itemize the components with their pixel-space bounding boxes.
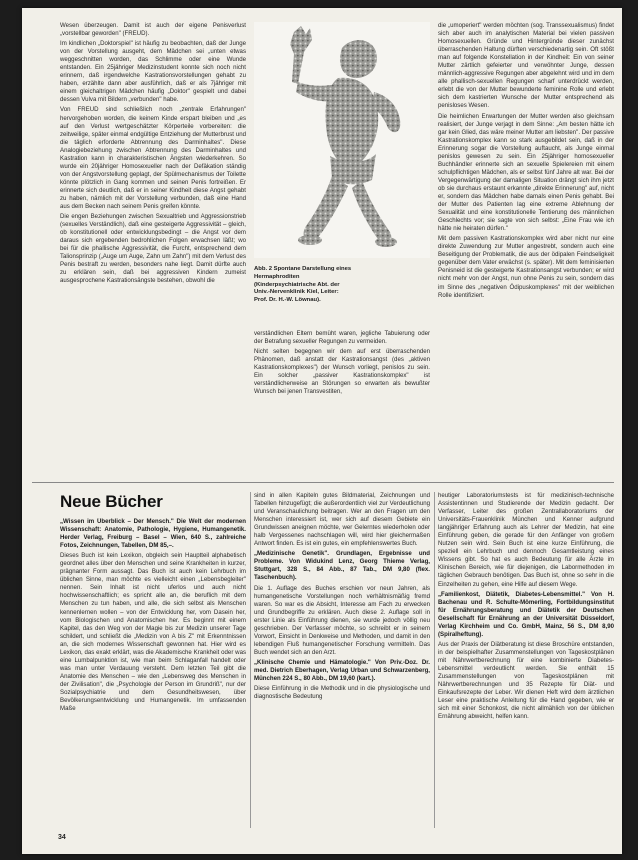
book-review-paragraph: Die 1. Auflage des Buches erschien vor neun Jahren, als humangenetische Vorstellungen noch verhältnismäßig fremd waren. So war es die Absicht, Interesse am Fach zu erwecken und Grundbegriffe zu erklären. Auch diese 2. Auflage soll in erster Linie als Einführung dienen, sie wurde jedoch völlig neu geschrieben. Der Verfasser möchte, so schreibt er in seinem Vorwort, Einsicht in Denkweise und Methoden, und damit in den lebendigen Fluß humangenetischer Forschung vermitteln. Das Buch wendet sich an den Arzt. (254, 584, 430, 656)
column-divider-2 (434, 492, 435, 828)
book-citation: „Familienkost, Diätetik, Diabetes-Lebensmittel." Von H. Bachenau und R. Schulte-Mömerling, Fortbildungsinstitut für Ernährungsberatung und Diätetik der Deutschen Gesellschaft für Ernährung an der Universität Düsseldorf, Verlag Kirchheim und Co. GmbH, Mainz, 56 S., DM 8,90 (Spiralheftung). (438, 590, 614, 638)
book-review-paragraph: Dieses Buch ist kein Lexikon, obgleich sein Hauptteil alphabetisch geordnet alles über den Menschen und seine Krankheiten in kurzer, prägnanter Form aussagt. Das Buch ist auch kein Lehrbuch im üblichen Sinne, man möchte es vielleicht einen „Lebensbegleiter" nennen. Sein Inhalt ist nicht uferlos und auch nicht hochwissenschaftlich; es spricht alle an, die beruflich mit dem Menschen zu tun haben, und alle, die sich selbst als Menschen kennenlernen wollen – von der Entwicklung her, vom Dasein her, vom Biologischen und Anatomischen her. Es beginnt mit einem Kapitel, das den Weg von der Magie bis zur Medizin unserer Tage schildert, und schließt die „Medizin von A bis Z" mit Erkenntnissen an, die sich modernes Wissenschaft gewonnen hat. Hier wird es Lexikon, das exakt erklärt, was die Akademische Krankheit oder was eine Lumbalpunktion ist, wie man beim Schlaganfall handelt oder was man unter Verdauung versteht. Dem letzten Teil gibt die Anatomie des Menschen – wie den „Lebensweg des Menschen in der Zivilisation", die „Psychologie der Person im Grundriß", nur der Sozialpsychiatrie und dem Gesundheitswesen, über Bevölkerungsentwicklung und Humangenetik. Im umfassenden Maße (60, 552, 246, 713)
book-citation: „Wissen im Überblick – Der Mensch." Die Welt der modernen Wissenschaft: Anatomie, Pathologie, Hygiene, Humangenetik. Herder Verlag, Freiburg – Basel – Wien, 640 S., zahlreiche Fotos, Zeichnungen, Tabellen, DM 85,–. (60, 518, 246, 550)
paragraph: Die heimlichen Erwartungen der Mutter werden also gleichsam realisiert, der Junge verjagt in dem Sinne: „Am besten hätte ich gar kein Glied, das wäre meiner Mutter am liebsten". Der passive Kastrationskomplex kann so stark ausgebildet sein, daß in der Erinnerung sogar die Vorstellung auftaucht, als Junge einmal penislos gewesen zu sein. Ein 25jähriger homosexueller Buchhändler erinnerte sich an sexuelle Spielereien mit einem schulpflichtigen Mädchen, als er selbst fünf Jahre alt war. Bei der Vergegenwärtigung der damaligen Situation drängt sich ihm jetzt ob sie durchaus erstaunt erkannte „direkte Erinnerung" auf, nicht er, sondern das Mädchen habe damals einen Penis gehabt. Bei der Mutter des Patienten lag eine extreme Ablehnung der Sexualität und eine konstitutionelle Tentierung des männlichen Geschlechts vor; sie sagte von sich selbst: „Eine Frau wie ich hätte nie heiraten dürfen." (438, 112, 614, 233)
books-column-3 (438, 492, 614, 826)
section-heading: Neue Bücher (60, 492, 163, 511)
section-divider (32, 482, 614, 483)
paragraph: Von FREUD sind schließlich noch „zentrale Erfahrungen" hervorgehoben worden, die keinem Kinde erspart bleiben und „es auf den Verlust wertgeschätzter Körperteile vorbereiten: die zeitweilige, später einmal endgültige Entziehung der Mutterbrust und die täglich erforderte Abtrennung des Darminhaltes". Diese Analogiebeziehung zwischen Abtrennung des Darminhaltes und Kastration kann in charakteristischen Ängsten wiederkehren. So wurde ein 20jähriger Homosexueller nach der Defäkation ständig von der Angstvorstellung geplagt, der Spülmechanismus der Toilette könnte plötzlich in Gang kommen und seinen Penis fortreißen. Er erinnerte sich deutlich, daß er in seiner Kindheit diese Angst gehabt zu haben, nämlich mit der Vorstellung verbunden, daß eine Hand aus dem Becken nach seinem Penis greifen könnte. (60, 106, 246, 211)
book-review-paragraph: sind in allen Kapiteln gutes Bildmaterial, Zeichnungen und Tabellen hinzugefügt; die außerordentlich viel zur Verdeutlichung und Veranschaulichung beitragen. Wer an den Fragen um den Menschen interessiert ist, wer sich auf diesem Gebiete ein Grundwissen aneignen möchte, wer Gelerntes wiederholen oder halb Vergessenes nachschlagen will, wird hier gleichermaßen Antwort finden. Es ist ein gutes, ein empfehlenswertes Buch. (254, 492, 430, 548)
book-review-paragraph: Diese Einführung in die Methodik und in die physiologische und diagnostische Bedeutung (254, 685, 430, 701)
upper-column-2 (254, 330, 430, 480)
paragraph: Mit dem passiven Kastrationskomplex wird aber nicht nur eine direkte Zuwendung zur Mutter angestrebt, sondern auch eine Beseitigung der Problematik, die aus der ödipalen Feindseligkeit gegenüber dem Vater erwächst (s. später). Mit dem feminisierten Penisneid ist die gesteigerte Kastrationsangst verbunden; er wird nicht mehr von der Angst, nun ohne Penis zu sein, sondern das im Sinne des „negativen Ödipuskomplexes" mit der weiblichen Rolle identifiziert. (438, 235, 614, 299)
paragraph: Im kindlichen „Doktorspiel" ist häufig zu beobachten, daß der Junge von der Vorstellung ausgeht, dem Mädchen sei „unten etwas weggeschnitten worden, das Schlimme oder eine Wunde entstanden. Ein 25jähriger Medizinstudent konnte sich noch nicht erinnern, daß irgendwelche Kastrationsvorstellungen gehabt zu haben, erzählte dann aber ausführlich, daß er als 7jähriger mit einem gleichaltrigen Mädchen häufig „Doktor" gespielt und dabei dessen Vulva mit Bildern „verbunden" habe. (60, 40, 246, 104)
figure-caption: Abb. 2 Spontane Darstellung eines Hermaphroditen (Kinderpsychiatrische Abt. der Univ.-Nervenklinik Kiel, Leiter: Prof. Dr. H.-W. Löwnau). (254, 266, 352, 304)
books-column-2 (254, 492, 430, 826)
magazine-page (22, 8, 622, 854)
upper-column-3 (438, 22, 614, 480)
paragraph: Wesen überzeugen. Damit ist auch der eigene Penisverlust „vorstellbar geworden" (FREUD). (60, 22, 246, 38)
book-review-paragraph: Aus der Praxis der Diätberatung ist diese Broschüre entstanden, in der beispielhafter Zusammenstellungen von Tageskostplänen mit Nährwertberechnung für eine kombinierte Diabetes-Lebensmittel verdeutlicht werden. Sie enthält 15 Zusammenstellungen von Tageskostplänen mit Nährwertberechnungen und 35 Rezepte für Diät- und Einkaufsrezepte der Leber. Wir dienen Heft wird dem ärztlichen Leser eine praktische Anleitung für die Hand gegeben, wie er sich mit einer Schonkost, die nicht allmählich von der üblichen Ernährung abweicht, helfen kann. (438, 640, 614, 721)
book-review-paragraph: heutiger Laboratoriumstests ist für medizinisch-technische Assistentinnen und Studierende der Medizin gedacht. Der Verfasser, Leiter des großen Zentrallaboratoriums der Universitäts-Frauenklinik München und Kenner aufgrund langjähriger Erfahrung auch als Lehrer der Medizin, hat eine Einführung geben, die gerade für den Anfänger von großem Nutzen sein wird. Sein Buch ist eine kurze Einführung, die speziell ein Lehrbuch und dennoch Gesamtleistung eines Wissens gibt. So hat es auch Bedeutung für alle Ärzte im Klinischen Bereich, wie für diejenigen, die Labormethoden im täglichen Gebrauch benötigen. Das Buch ist, ohne so sehr in die Einzelheiten zu gehen, eine Hilfe auf diesem Wege. (438, 492, 614, 588)
column-divider-1 (250, 492, 251, 828)
upper-column-1 (60, 22, 246, 480)
books-column-1 (60, 518, 246, 826)
paragraph: verständlichen Eltern bemüht waren, jegliche Tabuierung oder der Betrafung sexueller Regungen zu vermeiden. (254, 330, 430, 346)
book-citation: „Klinische Chemie und Hämatologie." Von Priv.-Doz. Dr. med. Dietrich Eberhagen, Verlag Urban und Schwarzenberg, München 224 S., 80 Abb., DM 19,60 (kart.). (254, 658, 430, 683)
clay-figure-image (254, 22, 430, 258)
book-citation: „Medizinische Genetik". Grundlagen, Ergebnisse und Probleme. Von Widukind Lenz, Georg Thieme Verlag, Stuttgart, 328 S., 84 Abb., 87 Tab., DM 9,80 (flex. Taschenbuch). (254, 550, 430, 582)
paragraph: die „umoperiert" werden möchten (sog. Transsexualismus) findet sich aber auch im analytischen Material bei vielen passiven Homosexuellen. Gründe und Hintergründe dieser zunächst überraschenden Haltung dürften verschiedenartig sein. Oft stößt man auf folgende Konstellation in der Kindheit: Ein von seiner Mutter zärtlich gefeierter und verwöhnter Junge, dessen männlich-aggressive Regungen aber abgelehnt wird und im dem alle phallisch-sexuellen Regungen scharf unterdrückt werden, erlebt die von der Mutter bewunderte feminine Rolle und erlebt sich dem kastrierten Wunsche der Mutter entsprechend als penisloses Wesen. (438, 22, 614, 110)
figure-hermaphrodite-sculpture (254, 22, 430, 258)
paragraph: Die engen Beziehungen zwischen Sexualtrieb und Aggressionstrieb (sexuelles Verständlich), daß eine gesteigerte Aggressivität – gleich, ob konstitutionell oder entwicklungsbedingt – die Angst vor dem daraus sich ergebenden bedrohlichen Folgen erwachsen läßt; wo bei für die phallische Aggressivität, die Furcht, entsprechend dem Talionsprinzip („Auge um Auge, Zahn um Zahn") mit dem Verlust des Penis bestraft zu werden, besonders nahe liegt. Damit dürfte auch zu erklären sein, daß bei aggressiven Kindern zumeist ausgesprochene Kastrationsängste bestehen, obwohl die (60, 213, 246, 285)
paragraph: Nicht selten begegnen wir dem auf erst überraschenden Phänomen, daß anstatt der Kastrationsangst (des „aktiven Kastrationskomplexes") der Wunsch vorliegt, penislos zu sein. Ein solcher „passiver Kastrationskomplex" ist verständlicherweise an Störungen so erwarten als bewußter Wunsch bei jenen Transvestiten, (254, 348, 430, 396)
page-number: 34 (58, 834, 66, 841)
